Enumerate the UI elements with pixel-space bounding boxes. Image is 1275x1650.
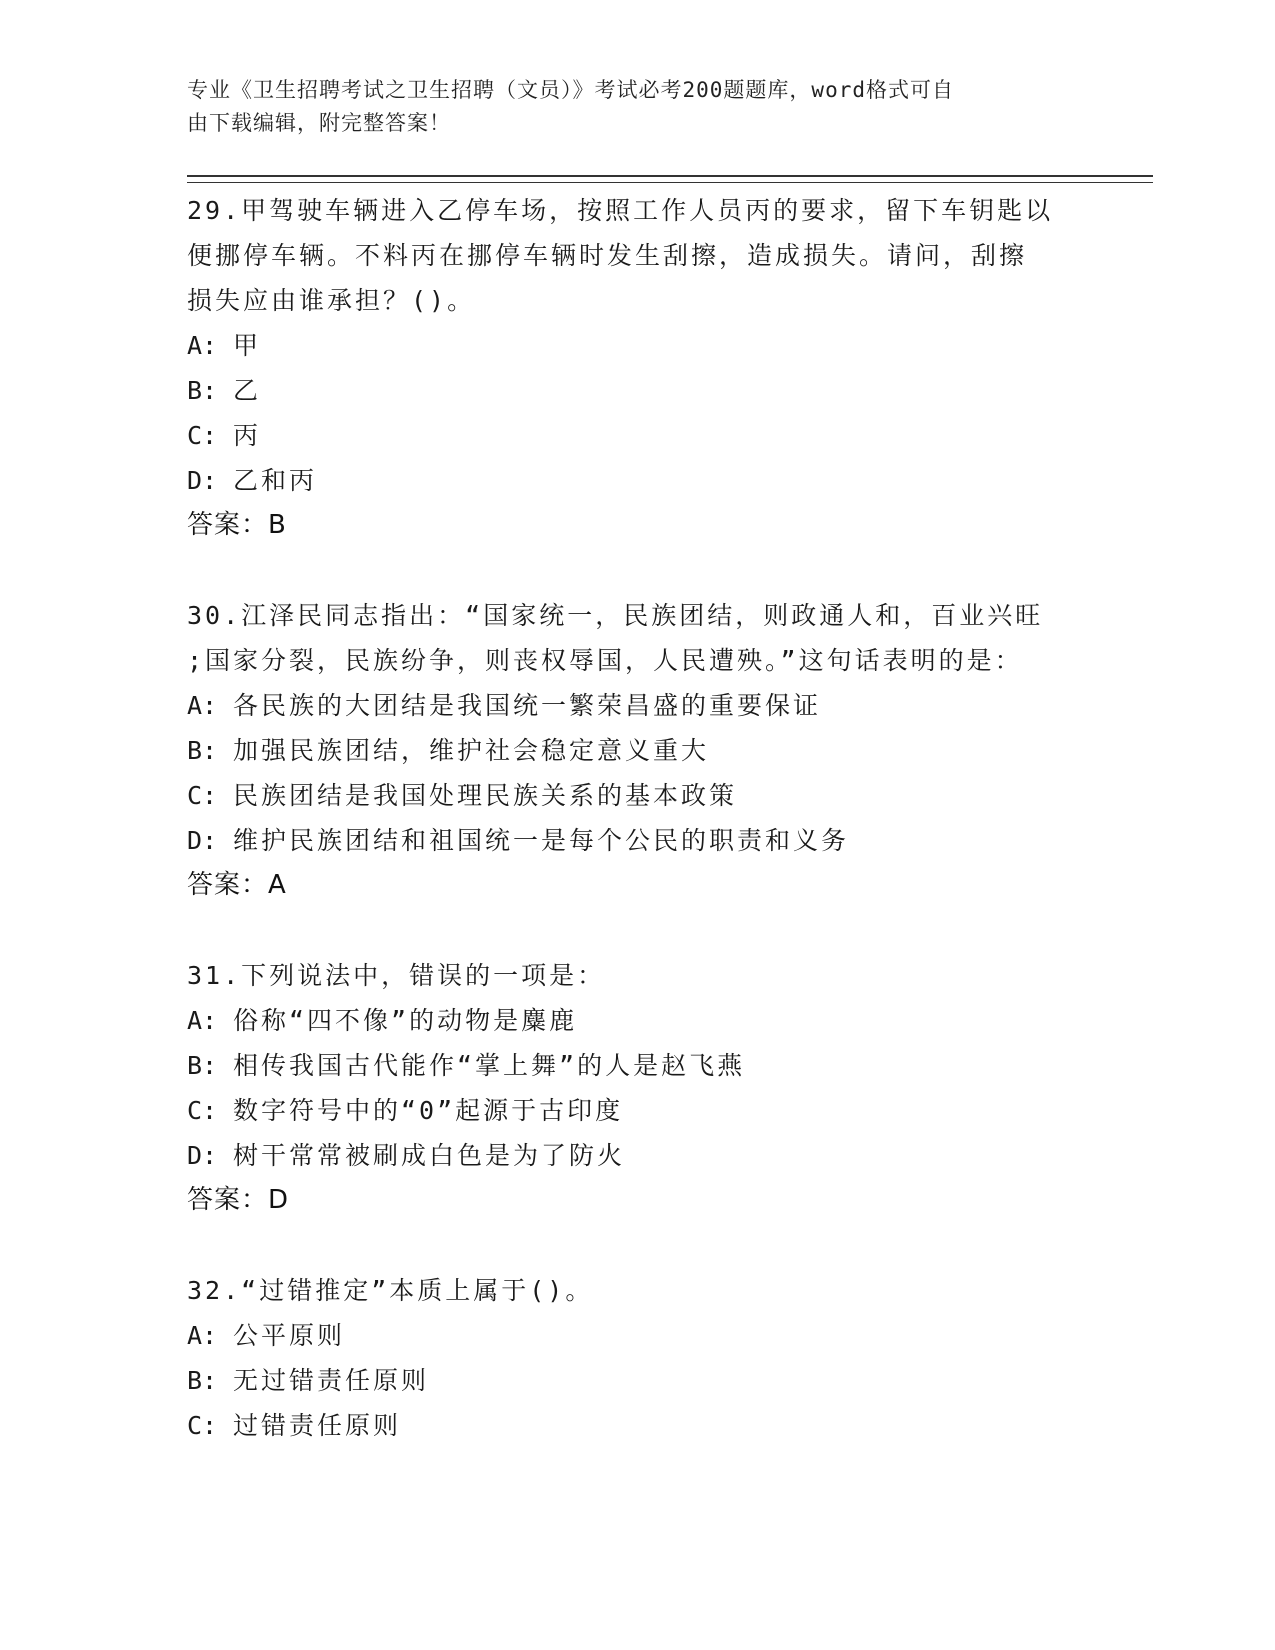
option-key: D: <box>187 466 218 495</box>
option-key: D: <box>187 826 218 855</box>
option-key: B: <box>187 1051 218 1080</box>
option-a <box>187 683 1087 728</box>
option-text: 数字符号中的“0”起源于古印度 <box>233 1096 624 1125</box>
option-text: 无过错责任原则 <box>233 1366 430 1395</box>
option-key: C: <box>187 781 218 810</box>
option-key: C: <box>187 1411 218 1440</box>
option-c <box>187 413 1087 458</box>
question-29 <box>187 188 1087 548</box>
header-line-1: 专业《卫生招聘考试之卫生招聘（文员）》考试必考200题题库，word格式可自 <box>187 78 954 102</box>
document-header <box>187 74 1067 140</box>
option-b <box>187 1358 1087 1403</box>
option-key: A: <box>187 331 218 360</box>
option-a <box>187 998 1087 1043</box>
option-key: B: <box>187 1366 218 1395</box>
option-b <box>187 368 1087 413</box>
question-text-line: 便挪停车辆。不料丙在挪停车辆时发生刮擦，造成损失。请问，刮擦 <box>187 241 1028 270</box>
option-key: B: <box>187 376 218 405</box>
option-text: 维护民族团结和祖国统一是每个公民的职责和义务 <box>233 826 850 855</box>
option-key: A: <box>187 691 218 720</box>
answer-label: 答案：B <box>187 510 287 540</box>
option-text: 乙和丙 <box>233 466 318 495</box>
option-text: 公平原则 <box>233 1321 346 1350</box>
option-b <box>187 1043 1087 1088</box>
answer-label: 答案：A <box>187 870 287 900</box>
option-d <box>187 1133 1087 1178</box>
question-text-line: 32.“过错推定”本质上属于()。 <box>187 1276 594 1305</box>
question-text-line: 30.江泽民同志指出：“国家统一，民族团结，则政通人和，百业兴旺 <box>187 601 1044 630</box>
option-a <box>187 1313 1087 1358</box>
option-b <box>187 728 1087 773</box>
option-key: A: <box>187 1321 218 1350</box>
question-32 <box>187 1268 1087 1448</box>
question-text-line: 损失应由谁承担？()。 <box>187 286 476 315</box>
question-30 <box>187 593 1087 908</box>
option-text: 各民族的大团结是我国统一繁荣昌盛的重要保证 <box>233 691 822 720</box>
option-text: 相传我国古代能作“掌上舞”的人是赵飞燕 <box>233 1051 746 1080</box>
option-key: B: <box>187 736 218 765</box>
option-key: C: <box>187 421 218 450</box>
option-d <box>187 818 1087 863</box>
option-text: 丙 <box>233 421 262 450</box>
option-text: 乙 <box>233 376 262 405</box>
option-c <box>187 773 1087 818</box>
option-key: C: <box>187 1096 218 1125</box>
question-text-line: 29.甲驾驶车辆进入乙停车场，按照工作人员丙的要求，留下车钥匙以 <box>187 196 1054 225</box>
option-text: 过错责任原则 <box>233 1411 402 1440</box>
option-c <box>187 1403 1087 1448</box>
answer-label: 答案：D <box>187 1185 290 1215</box>
option-text: 民族团结是我国处理民族关系的基本政策 <box>233 781 738 810</box>
option-d <box>187 458 1087 503</box>
question-31 <box>187 953 1087 1223</box>
option-text: 加强民族团结，维护社会稳定意义重大 <box>233 736 710 765</box>
header-divider-top <box>187 175 1153 177</box>
option-text: 俗称“四不像”的动物是麋鹿 <box>233 1006 578 1035</box>
question-list <box>187 188 1087 1493</box>
option-c <box>187 1088 1087 1133</box>
option-a <box>187 323 1087 368</box>
option-text: 甲 <box>233 331 262 360</box>
option-key: A: <box>187 1006 218 1035</box>
question-text-line: 31.下列说法中，错误的一项是： <box>187 961 606 990</box>
header-line-2: 由下载编辑，附完整答案！ <box>187 111 451 135</box>
option-text: 树干常常被刷成白色是为了防火 <box>233 1141 626 1170</box>
header-divider-bottom <box>187 182 1153 183</box>
question-text-line: ;国家分裂，民族纷争，则丧权辱国，人民遭殃。”这句话表明的是： <box>187 646 1023 675</box>
option-key: D: <box>187 1141 218 1170</box>
